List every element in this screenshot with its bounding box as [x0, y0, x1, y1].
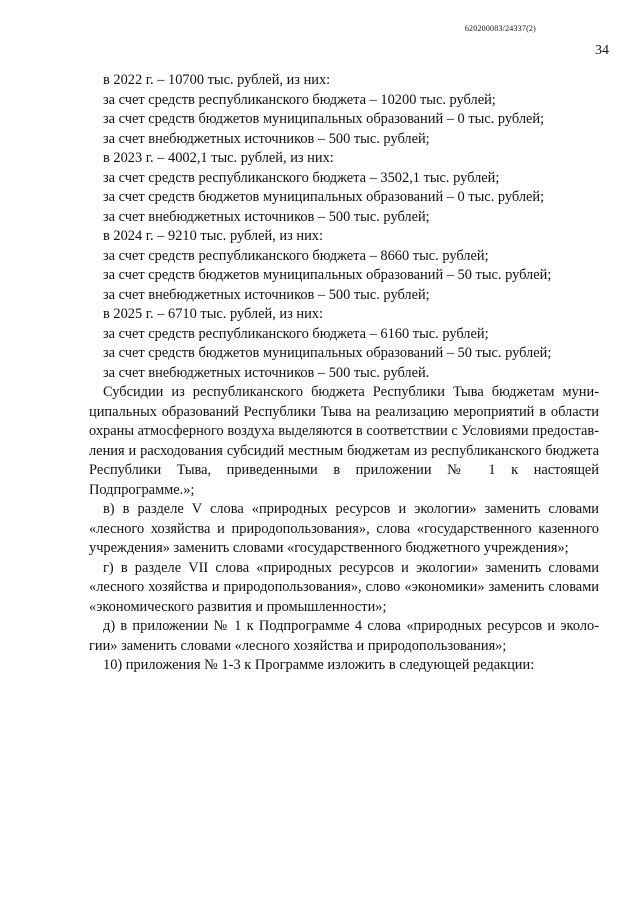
funding-line: за счет средств республиканского бюджета – 10200 тыс. рублей;: [103, 91, 496, 108]
funding-line: за счет средств бюджетов муниципальных образований – 50 тыс. рублей;: [103, 345, 552, 361]
funding-line: за счет средств республиканского бюджета – 3502,1 тыс. рублей;: [103, 169, 500, 186]
paragraph-item-g: г) в разделе VII слова «природных ресурсов и экологии» заменить словами «лесного хозяйства и природопользования», слово «экономики» заменить словами «экономического развития и промышленности»;: [89, 559, 599, 615]
funding-line: в 2023 г. – 4002,1 тыс. рублей, из них:: [103, 150, 334, 166]
funding-line: за счет внебюджетных источников – 500 тыс. рублей;: [103, 208, 430, 225]
page-number: 34: [595, 43, 609, 58]
funding-line: в 2025 г. – 6710 тыс. рублей, из них:: [103, 306, 323, 322]
funding-line: за счет внебюджетных источников – 500 тыс. рублей;: [103, 286, 430, 303]
funding-line: в 2024 г. – 9210 тыс. рублей, из них:: [103, 228, 323, 244]
paragraph-item-10: 10) приложения № 1-3 к Программе изложить в следующей редакции:: [103, 657, 535, 673]
paragraph-subsidies: Субсидии из республиканского бюджета Республики Тыва бюджетам муни-ципальных образований Республики Тыва на реализацию мероприятий в области охраны атмосферного воздуха выделяются в соответствии с Условиями предостав-ления и расходования субсидий местным бюджетам из республиканского бюджета Республики Тыва, приведенными в приложении № 1 к настоящей Подпрограмме.»;: [89, 384, 599, 498]
funding-line: за счет внебюджетных источников – 500 тыс. рублей;: [103, 130, 430, 147]
funding-line: в 2022 г. – 10700 тыс. рублей, из них:: [103, 72, 331, 88]
document-body: [89, 71, 599, 676]
funding-line: за счет средств республиканского бюджета – 8660 тыс. рублей;: [103, 247, 489, 264]
paragraph-item-d: д) в приложении № 1 к Подпрограмме 4 слова «природных ресурсов и эколо-гии» заменить словами «лесного хозяйства и природопользования»;: [89, 618, 599, 654]
document-code: 620200083/24337(2): [464, 24, 536, 33]
funding-line: за счет внебюджетных источников – 500 тыс. рублей.: [103, 364, 430, 381]
funding-line: за счет средств республиканского бюджета – 6160 тыс. рублей;: [103, 325, 489, 342]
funding-line: за счет средств бюджетов муниципальных образований – 50 тыс. рублей;: [103, 267, 552, 283]
funding-line: за счет средств бюджетов муниципальных образований – 0 тыс. рублей;: [103, 111, 545, 127]
funding-line: за счет средств бюджетов муниципальных образований – 0 тыс. рублей;: [103, 189, 545, 205]
paragraph-item-v: в) в разделе V слова «природных ресурсов и экологии» заменить словами «лесного хозяйства и природопользования», слова «государственного казенного учреждения» заменить словами «государственного бюджетного учреждения»;: [89, 501, 599, 556]
